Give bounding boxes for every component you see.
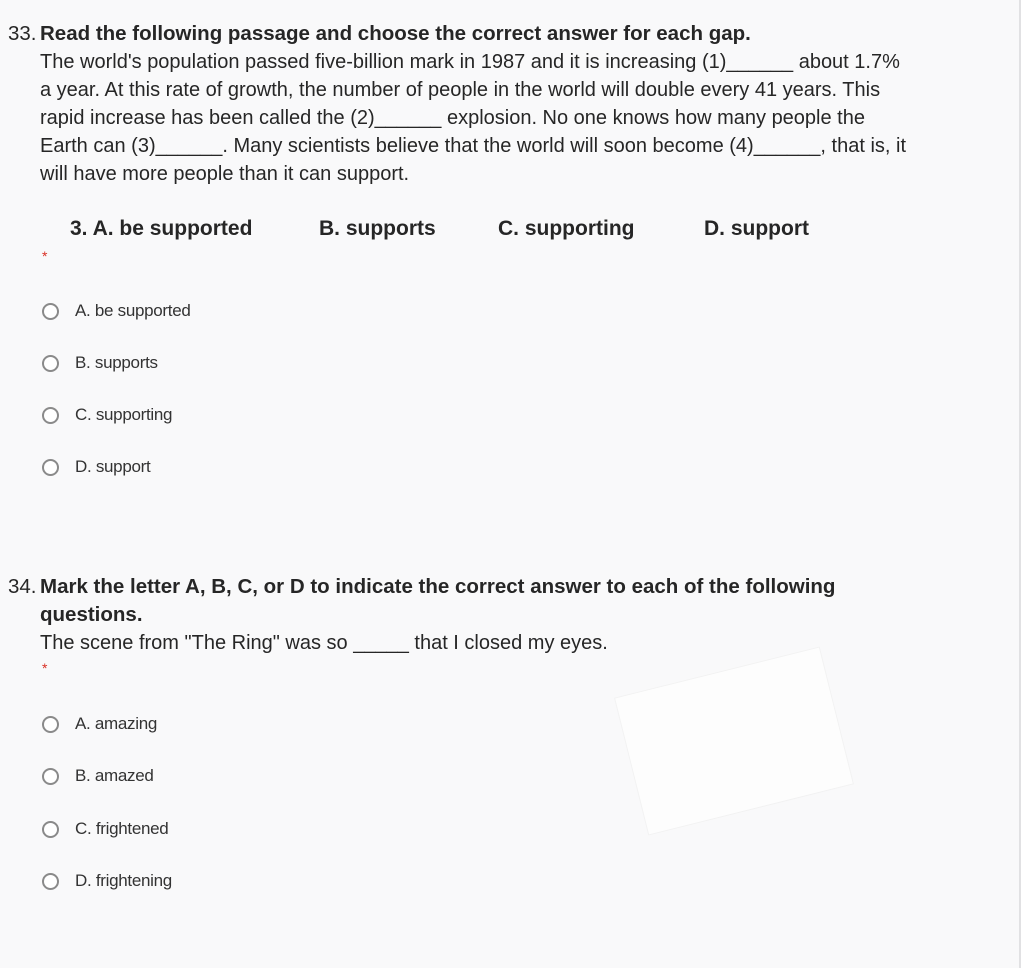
option-d[interactable] <box>42 867 172 895</box>
choice-summary-c: C. supporting <box>498 217 635 240</box>
option-label: C. frightened <box>75 819 169 838</box>
option-c[interactable] <box>42 401 172 429</box>
question-title: Read the following passage and choose the correct answer for each gap. <box>40 22 751 45</box>
passage <box>40 48 1005 188</box>
radio-button[interactable] <box>42 407 59 424</box>
radio-button[interactable] <box>42 821 59 838</box>
option-label: C. supporting <box>75 405 173 424</box>
radio-button[interactable] <box>42 303 59 320</box>
option-a[interactable] <box>42 297 191 325</box>
radio-button[interactable] <box>42 459 59 476</box>
passage-line: rapid increase has been called the (2)______ explosion. No one knows how many people the <box>40 107 865 129</box>
option-label: A. be supported <box>75 301 191 320</box>
question-34 <box>8 573 1005 657</box>
passage-line: Earth can (3)______. Many scientists believe that the world will soon become (4)______, that is, it <box>40 135 907 157</box>
option-label: D. support <box>75 457 151 476</box>
question-title: Mark the letter A, B, C, or D to indicate the correct answer to each of the following <box>40 575 836 598</box>
radio-button[interactable] <box>42 355 59 372</box>
option-d[interactable] <box>42 453 150 481</box>
question-stem: The scene from "The Ring" was so _____ that I closed my eyes. <box>40 632 608 654</box>
option-label: B. amazed <box>75 766 154 785</box>
option-a[interactable] <box>42 710 157 738</box>
radio-button[interactable] <box>42 716 59 733</box>
option-b[interactable] <box>42 762 154 790</box>
option-label: A. amazing <box>75 714 158 733</box>
question-number: 33. <box>8 22 37 45</box>
radio-button[interactable] <box>42 768 59 785</box>
choice-summary-b: B. supports <box>319 217 436 240</box>
question-title-cont: questions. <box>40 603 143 626</box>
required-asterisk: * <box>42 248 48 264</box>
choice-summary-a: 3. A. be supported <box>70 217 253 240</box>
option-c[interactable] <box>42 815 168 843</box>
question-number: 34. <box>8 575 37 598</box>
required-asterisk: * <box>42 660 48 676</box>
option-label: B. supports <box>75 353 158 372</box>
choice-summary-d: D. support <box>704 217 809 240</box>
question-33 <box>8 20 1005 188</box>
passage-line: a year. At this rate of growth, the number of people in the world will double every 41 years. This <box>40 79 881 101</box>
option-b[interactable] <box>42 349 158 377</box>
passage-line: will have more people than it can support. <box>40 163 410 185</box>
passage-line: The world's population passed five-billion mark in 1987 and it is increasing (1)______ about 1.7% <box>40 51 900 73</box>
radio-button[interactable] <box>42 873 59 890</box>
option-label: D. frightening <box>75 871 172 890</box>
background-artifact <box>614 646 854 835</box>
